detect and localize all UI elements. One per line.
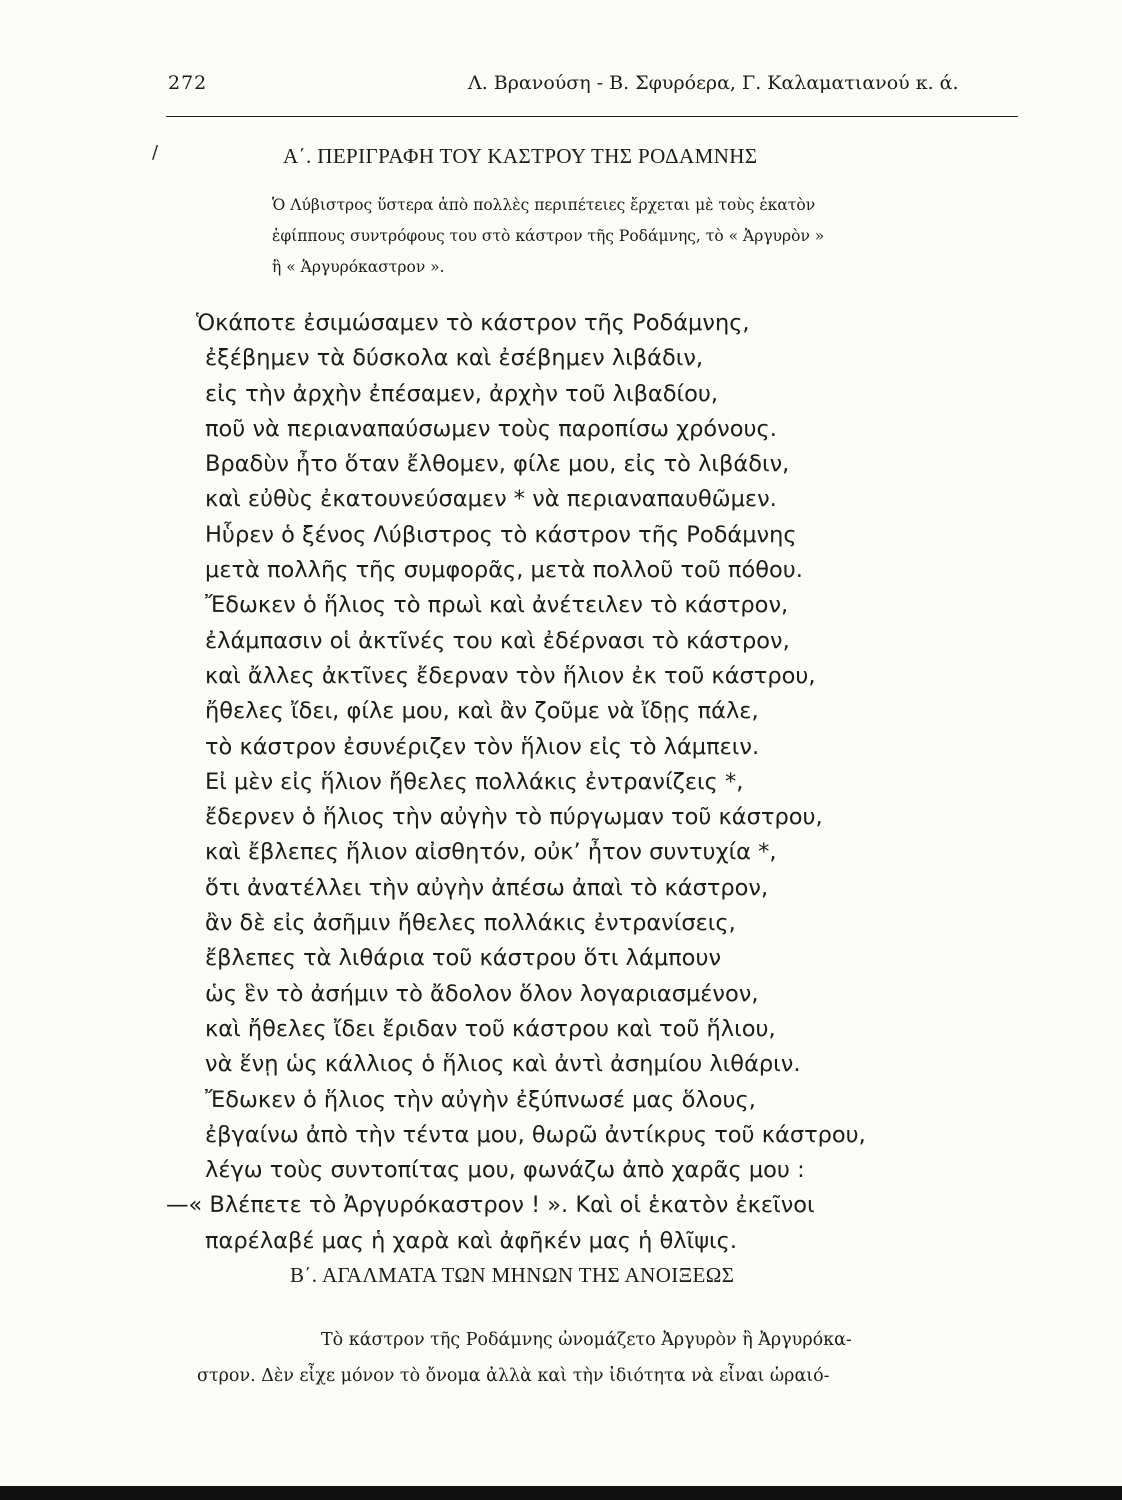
poem-line: Ἔδωκεν ὁ ἥλιος τὴν αὐγὴν ἐξύπνωσέ μας ὅλους, [205, 1086, 756, 1113]
poem-line: ἤθελες ἴδει, φίλε μου, καὶ ἂν ζοῦμε νὰ ἴδῃς πάλε, [205, 698, 759, 725]
scan-edge-bar [0, 1486, 1122, 1500]
poem-line: παρέλαβέ μας ἡ χαρὰ καὶ ἀφῆκέν μας ἡ θλῖψις. [205, 1227, 738, 1254]
intro-line: Ὁ Λύβιστρος ὕστερα ἀπὸ πολλὲς περιπέτειες ἔρχεται μὲ τοὺς ἑκατὸν [272, 196, 816, 214]
poem-line: λέγω τοὺς συντοπίτας μου, φωνάζω ἀπὸ χαρᾶς μου : [205, 1157, 805, 1184]
poem-line: ἐξέβημεν τὰ δύσκολα καὶ ἐσέβημεν λιβάδιν, [205, 345, 704, 372]
poem-line: ὅτι ἀνατέλλει τὴν αὐγὴν ἀπέσω ἀπαὶ τὸ κάστρον, [205, 874, 769, 901]
section-a-intro [272, 190, 1012, 283]
page-number: 272 [168, 72, 208, 94]
running-head: Λ. Βρανούση - Β. Σφυρόερα, Γ. Καλαματιανού κ. ά. [468, 72, 959, 94]
poem-text [166, 306, 1012, 1259]
header-rule [166, 116, 1018, 117]
section-b-heading: Β΄. ΑΓΑΛΜΑΤΑ ΤΩΝ ΜΗΝΩΝ ΤΗΣ ΑΝΟΙΞΕΩΣ [290, 1263, 735, 1287]
prose-line: Τὸ κάστρον τῆς Ροδάμνης ὠνομάζετο Ἀργυρὸν ἢ Ἀργυρόκα- [321, 1330, 852, 1350]
poem-line: Βραδὺν ἦτο ὅταν ἔλθομεν, φίλε μου, εἰς τὸ λιβάδιν, [205, 451, 790, 478]
poem-line: ἔβλεπες τὰ λιθάρια τοῦ κάστρου ὅτι λάμπουν [205, 945, 722, 972]
poem-line: ὡς ἓν τὸ ἀσήμιν τὸ ἄδολον ὅλον λογαριασμένον, [205, 980, 759, 1007]
poem-line: εἰς τὴν ἀρχὴν ἐπέσαμεν, ἀρχὴν τοῦ λιβαδίου, [205, 380, 719, 407]
poem-line: Εἰ μὲν εἰς ἥλιον ἤθελες πολλάκις ἐντρανίζεις *, [205, 768, 744, 795]
prose-line: στρον. Δὲν εἶχε μόνον τὸ ὄνομα ἀλλὰ καὶ τὴν ἰδιότητα νὰ εἶναι ὡραιό- [197, 1366, 830, 1386]
poem-line: ἂν δὲ εἰς ἀσῆμιν ἤθελες πολλάκις ἐντρανίσεις, [205, 910, 736, 937]
section-b-prose [197, 1322, 1012, 1394]
poem-line: ἐλάμπασιν οἱ ἀκτῖνές του καὶ ἐδέρνασι τὸ κάστρον, [205, 627, 790, 654]
intro-line: ἐφίππους συντρόφους του στὸ κάστρον τῆς Ροδάμνης, τὸ « Ἀργυρὸν » [272, 227, 825, 245]
poem-line: καὶ ἔβλεπες ἥλιον αἰσθητόν, οὐκ’ ἦτον συντυχία *, [205, 839, 777, 866]
poem-line: καὶ ἄλλες ἀκτῖνες ἔδερναν τὸν ἥλιον ἐκ τοῦ κάστρου, [205, 662, 816, 689]
poem-line: ποῦ νὰ περιαναπαύσωμεν τοὺς παροπίσω χρόνους. [205, 415, 777, 442]
poem-line: Ἔδωκεν ὁ ἥλιος τὸ πρωὶ καὶ ἀνέτειλεν τὸ κάστρον, [205, 592, 789, 619]
section-a-heading: Α΄. ΠΕΡΙΓΡΑΦΗ ΤΟΥ ΚΑΣΤΡΟΥ ΤΗΣ ΡΟΔΑΜΝΗΣ [283, 144, 758, 168]
margin-mark: / [152, 142, 159, 163]
poem-line: νὰ ἕνῃ ὡς κάλλιος ὁ ἥλιος καὶ ἀντὶ ἀσημίου λιθάριν. [205, 1051, 801, 1078]
poem-line: ἐβγαίνω ἀπὸ τὴν τέντα μου, θωρῶ ἀντίκρυς τοῦ κάστρου, [205, 1121, 866, 1148]
poem-line: καὶ ἤθελες ἴδει ἔριδαν τοῦ κάστρου καὶ τοῦ ἥλιου, [205, 1015, 776, 1042]
poem-line: Ηὗρεν ὁ ξένος Λύβιστρος τὸ κάστρον τῆς Ροδάμνης [205, 521, 797, 548]
poem-line: καὶ εὐθὺς ἐκατουνεύσαμεν * νὰ περιαναπαυθῶμεν. [205, 486, 777, 513]
poem-line: —« Βλέπετε τὸ Ἀργυρόκαστρον ! ». Καὶ οἱ ἑκατὸν ἐκεῖνοι [166, 1192, 815, 1219]
poem-line: Ὁκάποτε ἐσιμώσαμεν τὸ κάστρον τῆς Ροδάμνης, [196, 310, 750, 336]
poem-line: ἔδερνεν ὁ ἥλιος τὴν αὐγὴν τὸ πύργωμαν τοῦ κάστρου, [205, 804, 823, 831]
poem-line: τὸ κάστρον ἐσυνέριζεν τὸν ἥλιον εἰς τὸ λάμπειν. [205, 733, 760, 760]
intro-line: ἢ « Ἀργυρόκαστρον ». [272, 258, 445, 276]
poem-line: μετὰ πολλῆς τῆς συμφορᾶς, μετὰ πολλοῦ τοῦ πόθου. [205, 557, 803, 584]
